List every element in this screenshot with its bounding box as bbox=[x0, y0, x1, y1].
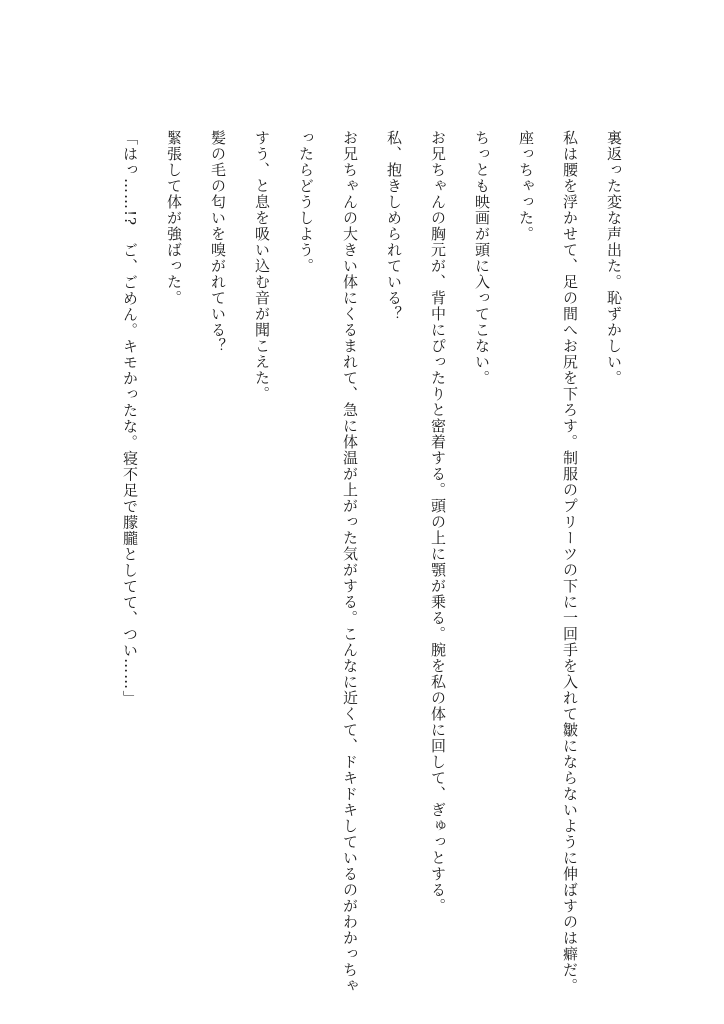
text-line: 緊張して体が強ばった。 bbox=[165, 130, 183, 306]
text-line: お兄ちゃんの胸元が、背中にぴったりと密着する。頭の上に顎が乗る。腕を私の体に回して、ぎゅっとする。 bbox=[429, 130, 447, 914]
text-line: 裏返った変な声出た。恥ずかしい。 bbox=[605, 130, 623, 386]
text-line: 私は腰を浮かせて、足の間へお尻を下ろす。制服のプリーツの下に一回手を入れて皺にならないように伸ばすのは癖だ。 bbox=[561, 130, 579, 994]
text-line: すう、と息を吸い込む音が聞こえた。 bbox=[253, 130, 271, 402]
vertical-text-body bbox=[108, 130, 636, 994]
text-line: お兄ちゃんの大きい体にくるまれて、急に体温が上がった気がする。こんなに近くて、ドキドキしているのがわかっちゃ bbox=[341, 130, 359, 994]
text-line: 私、抱きしめられている？ bbox=[385, 130, 403, 322]
text-line: ちっとも映画が頭に入ってこない。 bbox=[473, 130, 491, 386]
text-line: 髪の毛の匂いを嗅がれている？ bbox=[209, 130, 227, 354]
text-line: 座っちゃった。 bbox=[517, 130, 535, 242]
text-line: ったらどうしよう。 bbox=[297, 130, 315, 274]
text-line: 「はっ……!? ご、ごめん。キモかったな。寝不足で朦朧としてて、つい……」 bbox=[121, 130, 139, 707]
